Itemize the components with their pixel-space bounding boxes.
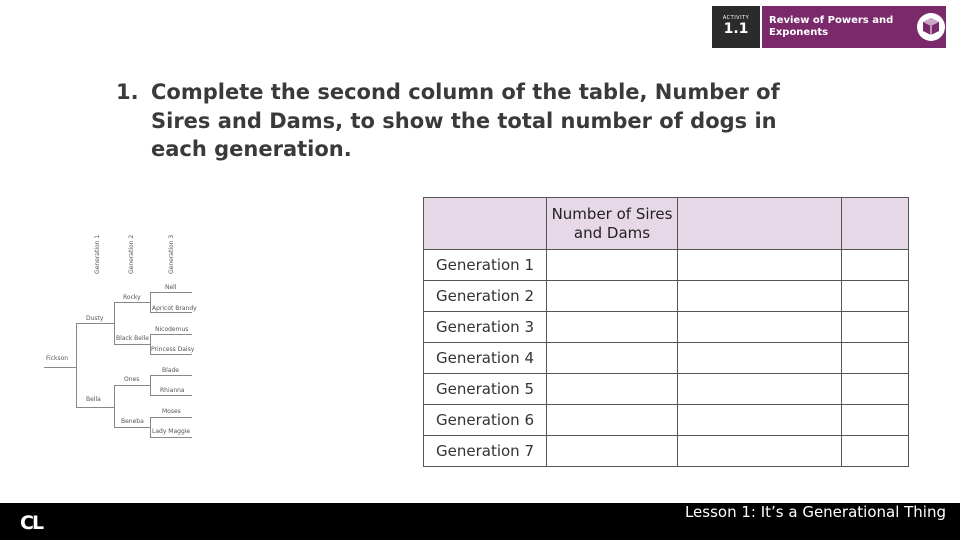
lesson-title: Lesson 1: It’s a Generational Thing bbox=[684, 503, 946, 521]
tree-line bbox=[114, 385, 115, 427]
cube-icon bbox=[916, 12, 946, 42]
tree-name: Apricot Brandy bbox=[152, 305, 197, 312]
tree-name: Lady Maggie bbox=[152, 428, 191, 435]
table-row bbox=[424, 374, 909, 405]
tree-name: Moses bbox=[162, 408, 181, 415]
tree-line bbox=[150, 417, 192, 418]
tree-generation-header: Generation 3 bbox=[168, 234, 175, 274]
table-row bbox=[424, 343, 909, 374]
pedigree-tree bbox=[40, 230, 200, 440]
answer-cell[interactable] bbox=[547, 374, 678, 405]
table-header-cell bbox=[678, 198, 842, 250]
tree-name: Black Belle bbox=[116, 335, 149, 342]
row-label: Generation 2 bbox=[424, 281, 547, 312]
row-label: Generation 7 bbox=[424, 436, 547, 467]
tree-line bbox=[150, 375, 192, 376]
tree-name: Ones bbox=[124, 376, 140, 383]
answer-cell[interactable] bbox=[547, 312, 678, 343]
answer-cell[interactable] bbox=[842, 374, 909, 405]
answer-cell[interactable] bbox=[842, 405, 909, 436]
tree-name: Nicodemus bbox=[155, 326, 189, 333]
generations-table bbox=[423, 197, 908, 474]
table-row bbox=[424, 436, 909, 467]
tree-line bbox=[150, 334, 192, 335]
tree-name: Fickson bbox=[46, 355, 69, 362]
row-label: Generation 6 bbox=[424, 405, 547, 436]
tree-line bbox=[114, 302, 150, 303]
activity-label: ACTIVITY bbox=[722, 15, 750, 21]
tree-name: Dusty bbox=[86, 315, 104, 322]
activity-badge bbox=[712, 6, 760, 48]
footer-bar bbox=[0, 503, 960, 540]
tree-line bbox=[44, 367, 76, 368]
tree-line bbox=[114, 385, 150, 386]
tree-name: Princess Daisy bbox=[151, 346, 195, 353]
question bbox=[116, 78, 816, 164]
answer-cell[interactable] bbox=[842, 436, 909, 467]
table-header-cell bbox=[842, 198, 909, 250]
tree-line bbox=[150, 375, 151, 395]
row-label: Generation 4 bbox=[424, 343, 547, 374]
activity-title: Review of Powers and Exponents bbox=[769, 15, 894, 38]
tree-name: Bella bbox=[86, 396, 101, 403]
tree-line bbox=[150, 354, 192, 355]
tree-line bbox=[150, 417, 151, 437]
table-row bbox=[424, 312, 909, 343]
table-row bbox=[424, 405, 909, 436]
row-label: Generation 1 bbox=[424, 250, 547, 281]
answer-cell[interactable] bbox=[678, 436, 842, 467]
tree-name: Blade bbox=[162, 367, 179, 374]
tree-line bbox=[76, 323, 77, 407]
row-label: Generation 3 bbox=[424, 312, 547, 343]
tree-line bbox=[150, 395, 192, 396]
question-number: 1. bbox=[116, 80, 139, 104]
row-label: Generation 5 bbox=[424, 374, 547, 405]
answer-cell[interactable] bbox=[678, 281, 842, 312]
answer-cell[interactable] bbox=[842, 281, 909, 312]
tree-line bbox=[150, 292, 192, 293]
question-text: Complete the second column of the table, Number of Sires and Dams, to show the total number of dogs in each generation. bbox=[151, 80, 780, 161]
tree-name: Nell bbox=[165, 284, 177, 291]
answer-cell[interactable] bbox=[678, 250, 842, 281]
answer-cell[interactable] bbox=[547, 343, 678, 374]
tree-line bbox=[76, 323, 114, 324]
answer-cell[interactable] bbox=[547, 405, 678, 436]
answer-cell[interactable] bbox=[678, 374, 842, 405]
activity-title-banner bbox=[762, 6, 946, 48]
answer-cell[interactable] bbox=[842, 343, 909, 374]
tree-line bbox=[114, 344, 150, 345]
answer-cell[interactable] bbox=[678, 405, 842, 436]
tree-name: Rhianna bbox=[160, 387, 185, 394]
tree-generation-header: Generation 1 bbox=[94, 234, 101, 274]
table-row bbox=[424, 250, 909, 281]
answer-cell[interactable] bbox=[678, 312, 842, 343]
answer-cell[interactable] bbox=[678, 343, 842, 374]
table-row bbox=[424, 281, 909, 312]
table-header-row bbox=[424, 198, 909, 250]
cl-logo: CL bbox=[20, 512, 43, 534]
answer-cell[interactable] bbox=[547, 281, 678, 312]
activity-number: 1.1 bbox=[723, 21, 749, 37]
tree-line bbox=[150, 437, 192, 438]
answer-cell[interactable] bbox=[547, 436, 678, 467]
answer-cell[interactable] bbox=[547, 250, 678, 281]
answer-cell[interactable] bbox=[842, 250, 909, 281]
table-header-cell bbox=[424, 198, 547, 250]
tree-line bbox=[76, 407, 114, 408]
answer-cell[interactable] bbox=[842, 312, 909, 343]
tree-line bbox=[150, 312, 192, 313]
tree-line bbox=[150, 292, 151, 312]
tree-name: Beneba bbox=[121, 418, 144, 425]
tree-line bbox=[114, 427, 150, 428]
tree-generation-header: Generation 2 bbox=[128, 234, 135, 274]
table-header-cell: Number of Sires and Dams bbox=[547, 198, 678, 250]
tree-name: Rocky bbox=[123, 294, 141, 301]
tree-line bbox=[114, 302, 115, 344]
